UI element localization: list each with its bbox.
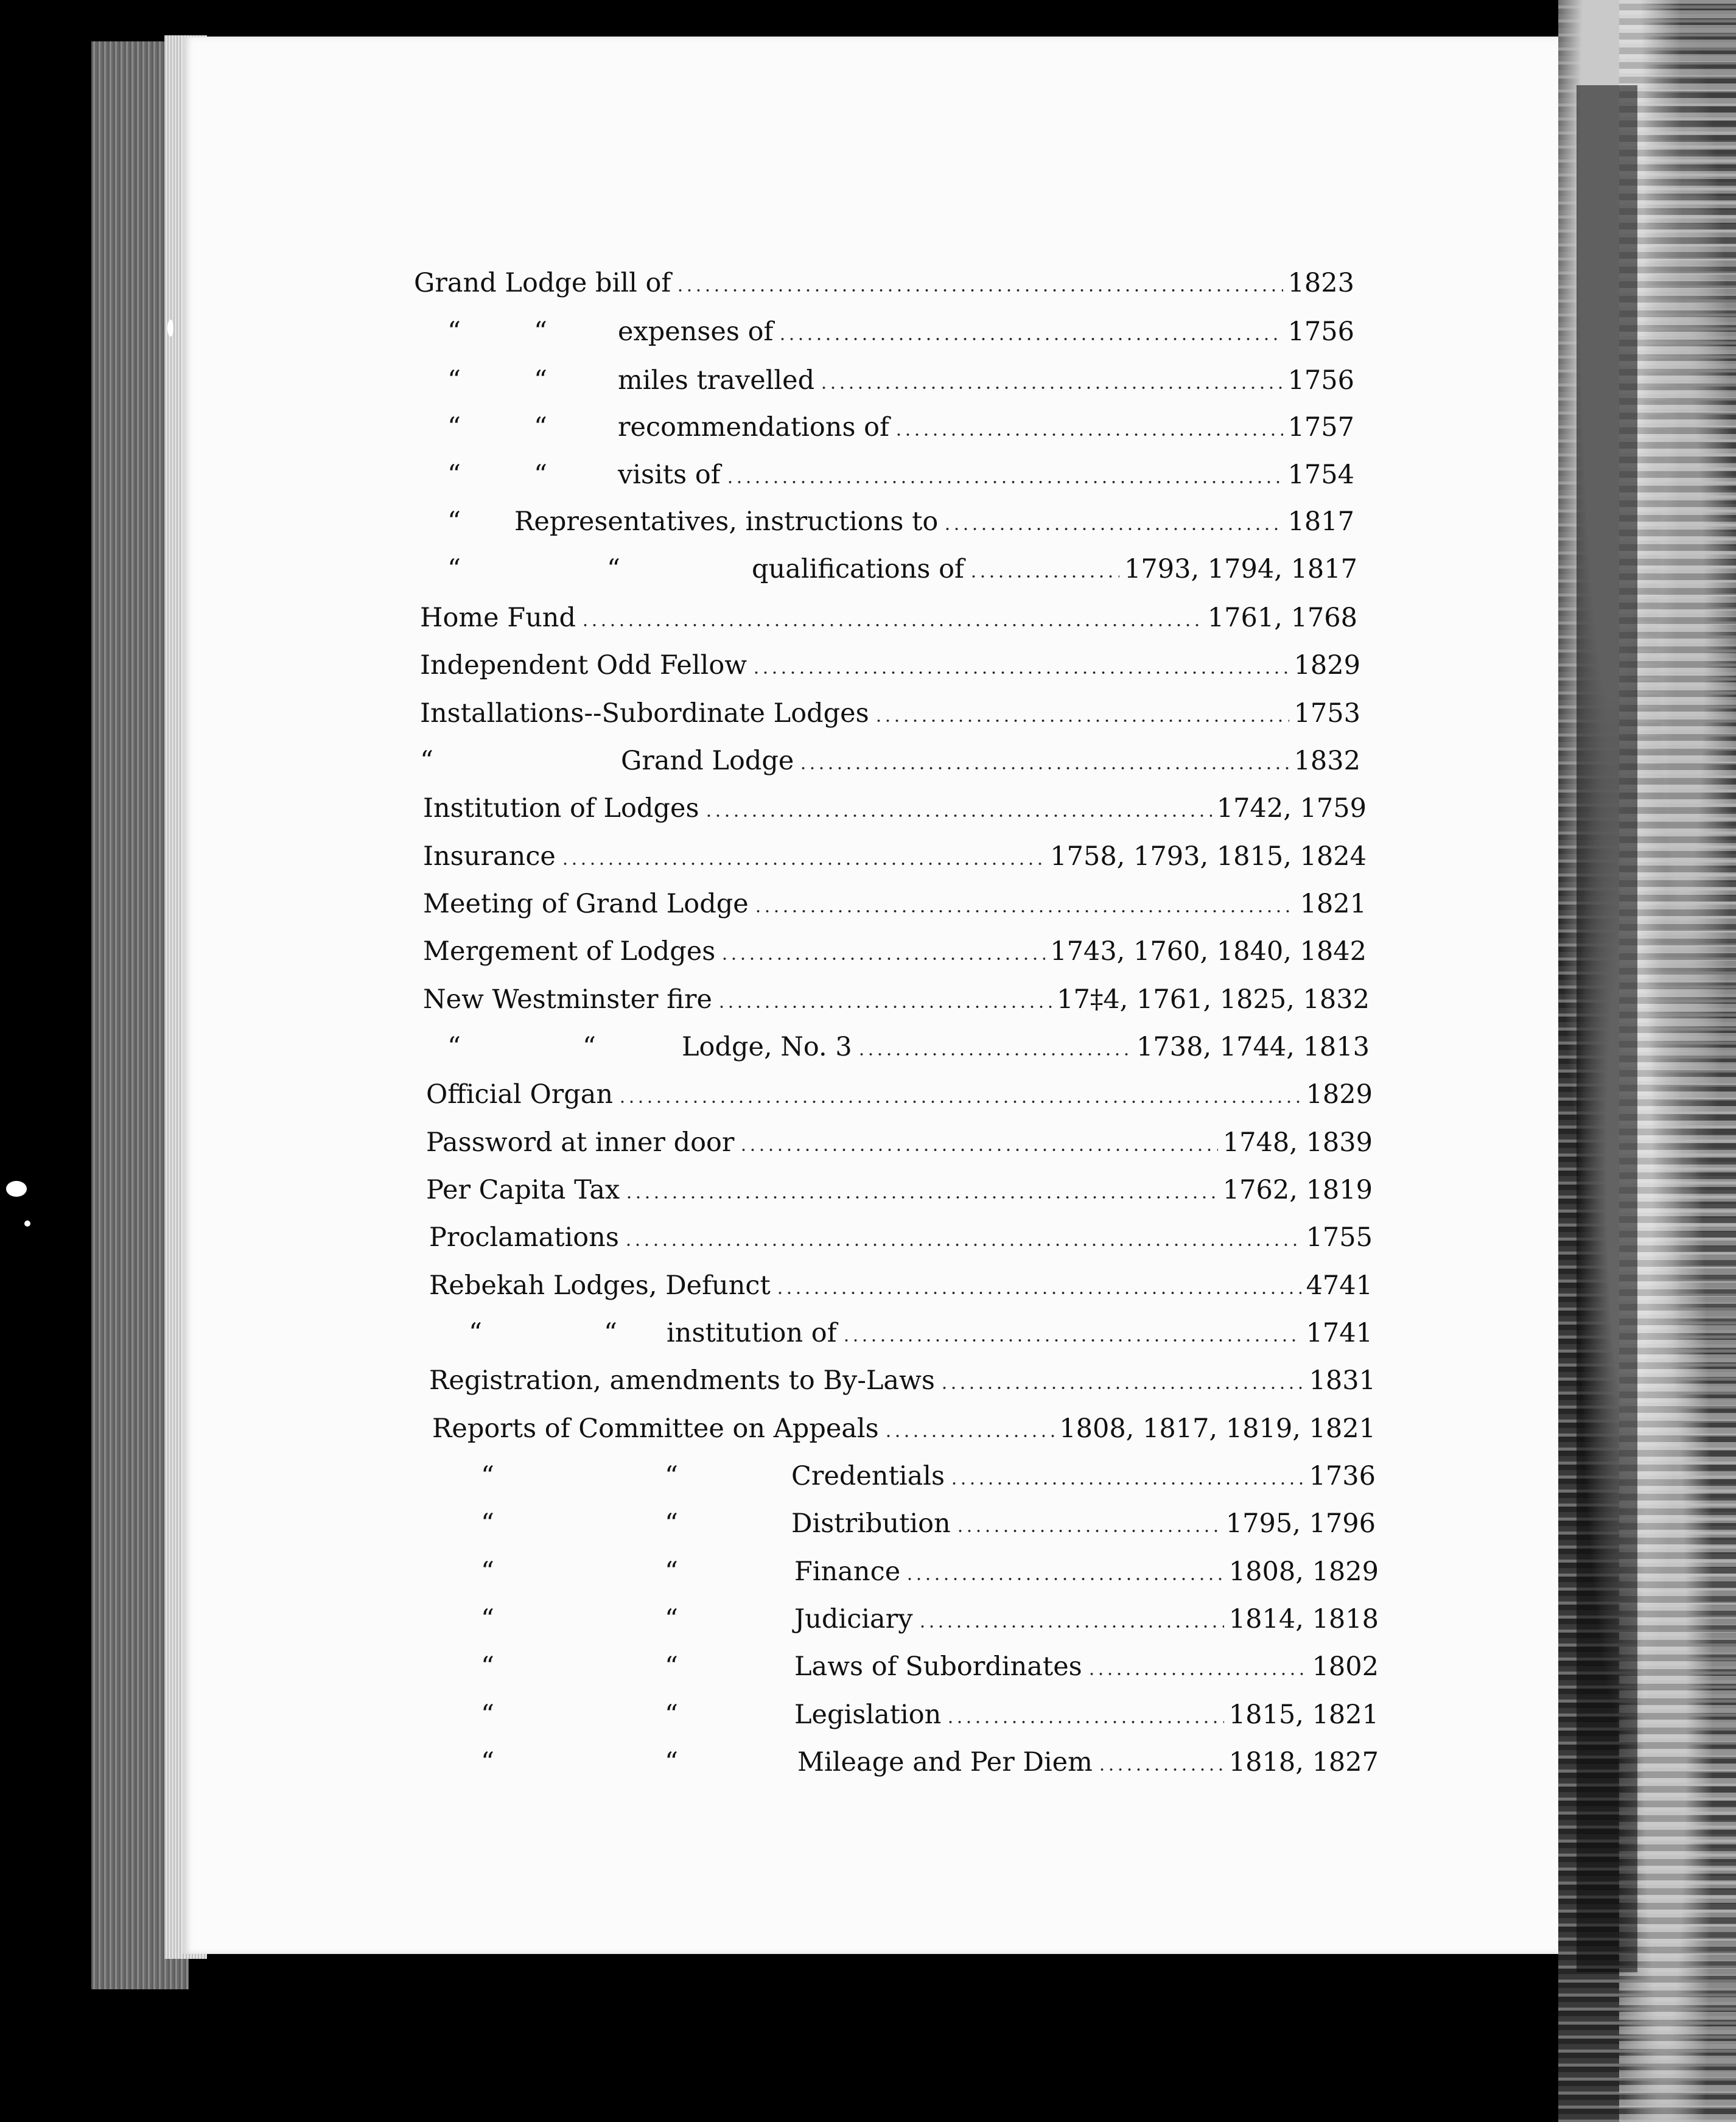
ditto-marks xyxy=(481,1502,678,1545)
ditto-mark: “ xyxy=(606,554,620,584)
index-entry xyxy=(447,548,1357,590)
entry-page-numbers: 1831 xyxy=(1309,1365,1376,1396)
index-entry xyxy=(426,1073,1373,1116)
entry-label: Grand Lodge bill of xyxy=(414,268,671,298)
ditto-marks xyxy=(481,1550,678,1593)
entry-page-numbers: 1756 xyxy=(1287,365,1354,396)
dot-leader xyxy=(950,1482,1304,1485)
index-entry xyxy=(447,1026,1370,1068)
entry-page-numbers: 17‡4, 1761, 1825, 1832 xyxy=(1057,984,1370,1015)
index-entry xyxy=(420,597,1357,639)
dot-leader xyxy=(884,1435,1054,1437)
index-entry xyxy=(429,1359,1376,1402)
ditto-mark: “ xyxy=(481,1508,494,1539)
scan-speck xyxy=(6,1181,27,1197)
entry-label: Official Organ xyxy=(426,1079,614,1110)
index-entry xyxy=(447,500,1354,543)
index-entry xyxy=(423,787,1367,830)
index-entry xyxy=(423,930,1367,973)
entry-page-numbers: 1829 xyxy=(1293,650,1360,681)
ditto-marks xyxy=(447,453,547,496)
ditto-mark: “ xyxy=(447,412,461,443)
ditto-mark: “ xyxy=(481,1747,494,1777)
entry-page-numbers: 1793, 1794, 1817 xyxy=(1124,554,1357,584)
entry-page-numbers: 1754 xyxy=(1287,460,1354,490)
entry-label: New Westminster fire xyxy=(423,984,712,1015)
entry-page-numbers: 1753 xyxy=(1293,698,1360,729)
index-entry xyxy=(481,1693,1379,1736)
index-entry xyxy=(414,262,1354,304)
index-entry xyxy=(429,1216,1373,1259)
ditto-mark: “ xyxy=(664,1700,678,1730)
dot-leader xyxy=(752,671,1289,674)
entry-page-numbers: 1736 xyxy=(1309,1461,1376,1491)
index-entry xyxy=(423,883,1367,925)
entry-label: Password at inner door xyxy=(426,1127,735,1158)
index-entry xyxy=(447,406,1354,449)
dot-leader xyxy=(956,1530,1221,1532)
entry-page-numbers: 1742, 1759 xyxy=(1216,793,1367,824)
dot-leader xyxy=(894,433,1283,436)
ditto-mark: “ xyxy=(582,1032,596,1062)
ditto-mark: “ xyxy=(481,1604,494,1634)
entry-page-numbers: 1829 xyxy=(1306,1079,1373,1110)
entry-page-numbers: 1738, 1744, 1813 xyxy=(1136,1032,1370,1062)
entry-label: Installations--Subordinate Lodges xyxy=(420,698,869,729)
entry-page-numbers: 1802 xyxy=(1312,1651,1379,1682)
ditto-marks xyxy=(481,1645,678,1688)
ditto-marks xyxy=(481,1741,678,1784)
dot-leader xyxy=(676,289,1283,292)
ditto-marks xyxy=(447,500,461,543)
ditto-marks xyxy=(447,406,547,449)
entry-label: qualifications of xyxy=(752,554,964,584)
entry-label: Independent Odd Fellow xyxy=(420,650,747,681)
index-entry xyxy=(447,359,1354,402)
entry-page-numbers: 1758, 1793, 1815, 1824 xyxy=(1050,841,1367,872)
dot-leader xyxy=(799,767,1289,769)
ditto-mark: “ xyxy=(664,1508,678,1539)
entry-page-numbers: 1815, 1821 xyxy=(1228,1700,1379,1730)
index-entry xyxy=(481,1598,1379,1641)
entry-label: Proclamations xyxy=(429,1222,619,1253)
entry-label: Mergement of Lodges xyxy=(423,936,716,967)
ditto-mark: “ xyxy=(420,746,433,776)
ditto-marks xyxy=(481,1455,678,1497)
entry-label: expenses of xyxy=(618,317,774,347)
ditto-mark: “ xyxy=(533,317,547,347)
ditto-mark: “ xyxy=(481,1700,494,1730)
entry-page-numbers: 1755 xyxy=(1306,1222,1373,1253)
entry-page-numbers: 1743, 1760, 1840, 1842 xyxy=(1050,936,1367,967)
dot-leader xyxy=(561,863,1045,865)
ditto-marks xyxy=(481,1693,678,1736)
entry-page-numbers: 4741 xyxy=(1306,1270,1373,1301)
entry-page-numbers: 1817 xyxy=(1287,506,1354,537)
entry-label: Insurance xyxy=(423,841,556,872)
index-entry xyxy=(447,453,1354,496)
entry-label: Institution of Lodges xyxy=(423,793,699,824)
entry-page-numbers: 1818, 1827 xyxy=(1228,1747,1379,1777)
scan-speck xyxy=(24,1220,30,1227)
ditto-mark: “ xyxy=(664,1747,678,1777)
dot-leader xyxy=(940,1387,1304,1389)
entry-page-numbers: 1823 xyxy=(1287,268,1354,298)
ditto-mark: “ xyxy=(447,1032,461,1062)
ditto-mark: “ xyxy=(533,412,547,443)
entry-label: recommendations of xyxy=(618,412,889,443)
dot-leader xyxy=(857,1053,1132,1056)
ditto-mark: “ xyxy=(447,317,461,347)
entry-label: Distribution xyxy=(791,1508,951,1539)
ditto-mark: “ xyxy=(533,460,547,490)
binding-shadow xyxy=(1577,85,1637,1972)
ditto-marks xyxy=(469,1312,617,1354)
entry-label: Mileage and Per Diem xyxy=(797,1747,1093,1777)
ditto-mark: “ xyxy=(664,1604,678,1634)
ditto-mark: “ xyxy=(603,1318,617,1348)
ditto-marks xyxy=(447,359,547,402)
entry-page-numbers: 1741 xyxy=(1306,1318,1373,1348)
entry-page-numbers: 1757 xyxy=(1287,412,1354,443)
entry-label: Rebekah Lodges, Defunct xyxy=(429,1270,771,1301)
index-entry xyxy=(447,310,1354,353)
ditto-mark: “ xyxy=(447,506,461,537)
entry-page-numbers: 1832 xyxy=(1293,746,1360,776)
index-entry xyxy=(432,1407,1376,1450)
ditto-mark: “ xyxy=(481,1651,494,1682)
ditto-marks xyxy=(481,1598,678,1641)
entry-page-numbers: 1821 xyxy=(1300,889,1367,919)
dot-leader xyxy=(918,1625,1224,1628)
dot-leader xyxy=(625,1196,1217,1199)
index-entry xyxy=(481,1741,1379,1784)
entry-label: Laws of Subordinates xyxy=(794,1651,1082,1682)
dot-leader xyxy=(943,528,1283,530)
entry-page-numbers: 1756 xyxy=(1287,317,1354,347)
ditto-mark: “ xyxy=(447,554,461,584)
ditto-marks xyxy=(447,1026,596,1068)
ditto-mark: “ xyxy=(481,1556,494,1587)
dot-leader xyxy=(1097,1768,1224,1771)
dot-leader xyxy=(946,1721,1223,1723)
dot-leader xyxy=(819,387,1283,389)
scan-speck xyxy=(167,320,173,337)
dot-leader xyxy=(726,481,1283,483)
ditto-marks xyxy=(447,548,620,590)
dot-leader xyxy=(775,1292,1301,1294)
index-entry xyxy=(423,978,1370,1021)
entry-page-numbers: 1808, 1817, 1819, 1821 xyxy=(1059,1413,1376,1444)
entry-label: Registration, amendments to By-Laws xyxy=(429,1365,935,1396)
dot-leader xyxy=(717,1006,1052,1008)
index-entry xyxy=(420,644,1360,687)
dot-leader xyxy=(905,1578,1224,1580)
dot-leader xyxy=(842,1339,1301,1342)
index-entry xyxy=(481,1455,1376,1497)
entry-label: Meeting of Grand Lodge xyxy=(423,889,749,919)
entry-label: Home Fund xyxy=(420,603,576,633)
index-entry xyxy=(469,1312,1373,1354)
dot-leader xyxy=(969,575,1119,578)
dot-leader xyxy=(581,624,1203,626)
entry-page-numbers: 1748, 1839 xyxy=(1222,1127,1373,1158)
index-entry xyxy=(481,1550,1379,1593)
dot-leader xyxy=(720,958,1045,960)
dot-leader xyxy=(704,814,1212,817)
ditto-mark: “ xyxy=(664,1651,678,1682)
dot-leader xyxy=(1087,1673,1307,1675)
entry-label: Finance xyxy=(794,1556,901,1587)
index-entry xyxy=(481,1502,1376,1545)
ditto-mark: “ xyxy=(481,1461,494,1491)
index-entry xyxy=(426,1169,1373,1211)
entry-page-numbers: 1814, 1818 xyxy=(1228,1604,1379,1634)
ditto-marks xyxy=(447,310,547,353)
index-entry xyxy=(429,1264,1373,1307)
ditto-mark: “ xyxy=(664,1461,678,1491)
entry-page-numbers: 1795, 1796 xyxy=(1225,1508,1376,1539)
entry-label: Reports of Committee on Appeals xyxy=(432,1413,879,1444)
ditto-mark: “ xyxy=(447,365,461,396)
dot-leader xyxy=(624,1244,1301,1246)
entry-page-numbers: 1761, 1768 xyxy=(1207,603,1357,633)
entry-page-numbers: 1762, 1819 xyxy=(1222,1175,1373,1205)
dot-leader xyxy=(874,720,1289,722)
index-entry xyxy=(420,692,1360,735)
entry-label: Legislation xyxy=(794,1700,942,1730)
entry-label: institution of xyxy=(667,1318,837,1348)
dot-leader xyxy=(739,1149,1217,1151)
entry-label: Lodge, No. 3 xyxy=(682,1032,852,1062)
ditto-mark: “ xyxy=(447,460,461,490)
dot-leader xyxy=(618,1101,1301,1103)
dot-leader xyxy=(778,338,1283,340)
entry-label: visits of xyxy=(618,460,721,490)
index-entry xyxy=(423,835,1367,878)
index-entry xyxy=(426,1121,1373,1164)
dot-leader xyxy=(754,910,1295,912)
ditto-mark: “ xyxy=(664,1556,678,1587)
ditto-mark: “ xyxy=(533,365,547,396)
entry-page-numbers: 1808, 1829 xyxy=(1228,1556,1379,1587)
ditto-marks xyxy=(420,740,433,782)
index-entry xyxy=(481,1645,1379,1688)
entry-label: Representatives, instructions to xyxy=(514,506,939,537)
entry-label: Judiciary xyxy=(794,1604,913,1634)
entry-label: Grand Lodge xyxy=(621,746,794,776)
entry-label: Per Capita Tax xyxy=(426,1175,620,1205)
index-entry xyxy=(420,740,1360,782)
entry-label: miles travelled xyxy=(618,365,815,396)
entry-label: Credentials xyxy=(791,1461,945,1491)
ditto-mark: “ xyxy=(469,1318,482,1348)
